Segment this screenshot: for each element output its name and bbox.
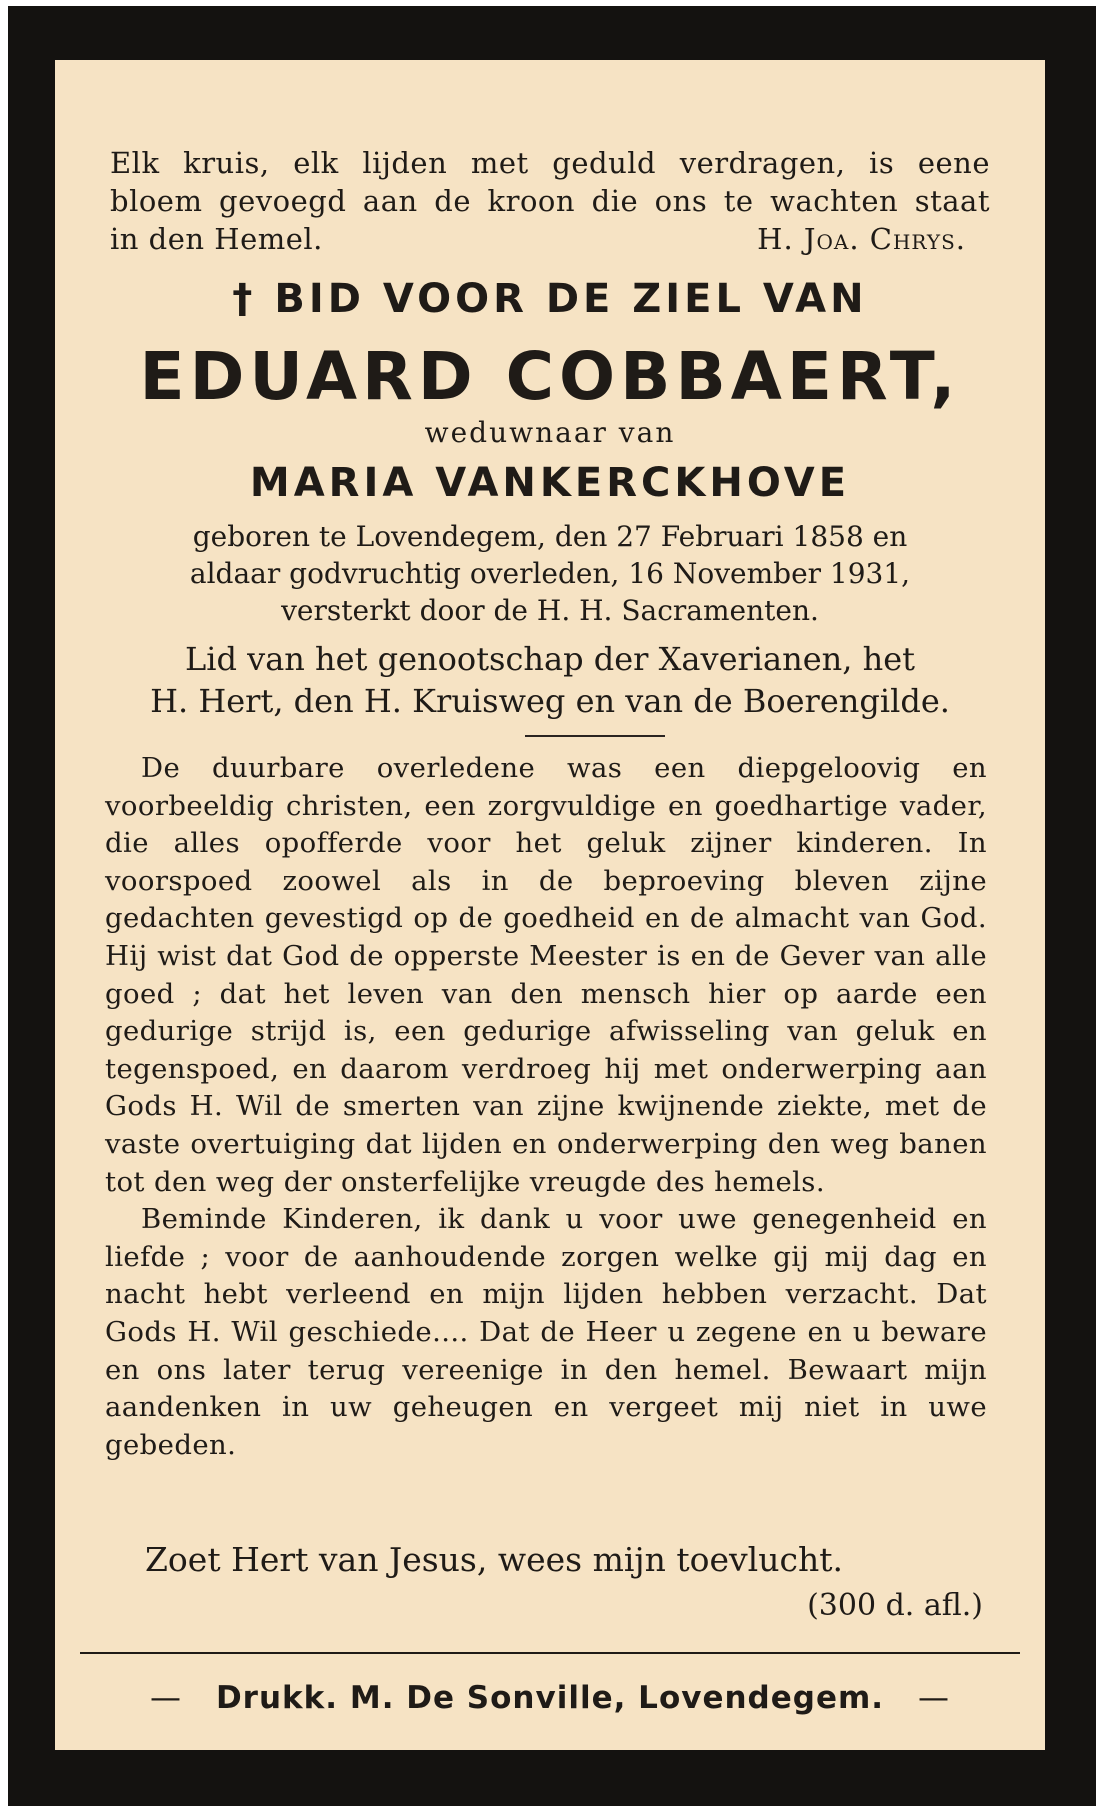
- printer-dash-left: —: [149, 1680, 182, 1716]
- bio-line-1: geboren te Lovendegem, den 27 Februari 1858 en: [192, 520, 908, 553]
- membership: [55, 638, 1045, 722]
- printer-line: [55, 1680, 1045, 1716]
- quote-line-1: Elk kruis, elk lijden met geduld verdragen, is eene: [110, 146, 990, 180]
- divider: [525, 735, 665, 737]
- quote-last-line: [110, 220, 990, 258]
- indulgence-note: (300 d. afl.): [807, 1588, 983, 1623]
- eulogy-text: [105, 750, 987, 1464]
- quote-line-2: bloem gevoegd aan de kroon die ons te wachten staat: [110, 184, 990, 218]
- printer-name: Drukk. M. De Sonville, Lovendegem.: [215, 1680, 885, 1716]
- eulogy-paragraph-1: De duurbare overledene was een diepgeloovig en voorbeeldig christen, een zorgvuldige en goedhartige vader, die alles opofferde voor het geluk zijner kinderen. In voorspoed zoowel als in de beproeving bleven zijne gedachten gevestigd op de goedheid en de almacht van God. Hij wist dat God de opperste Meester is en de Gever van alle goed ; dat het leven van den mensch hier op aarde een gedurige strijd is, een gedurige afwisseling van geluk en tegenspoed, en daarom verdroeg hij met onderwerping aan Gods H. Wil de smerten van zijne kwijnende ziekte, met de vaste overtuiging dat lijden en onderwerping den weg banen tot den weg der onsterfelijke vreugde des hemels.: [105, 752, 987, 1198]
- membership-line-2: H. Hert, den H. Kruisweg en van de Boerengilde.: [150, 682, 950, 720]
- memorial-card: [55, 60, 1045, 1750]
- prayer-heading: † BID VOOR DE ZIEL VAN: [232, 276, 868, 322]
- bio-line-3: versterkt door de H. H. Sacramenten.: [281, 594, 819, 627]
- footer-rule: [80, 1652, 1020, 1654]
- bio-line-2: aldaar godvruchtig overleden, 16 November 1931,: [189, 557, 911, 590]
- quote-line-3: in den Hemel.: [110, 222, 323, 256]
- quote-author: H. Joa. Chrys.: [757, 222, 966, 256]
- relation-text: weduwnaar van: [424, 416, 676, 449]
- spouse-name: MARIA VANKERCKHOVE: [249, 460, 851, 506]
- membership-line-1: Lid van het genootschap der Xaverianen, het: [184, 640, 916, 678]
- opening-quote: [110, 144, 990, 258]
- biography: [55, 518, 1045, 629]
- eulogy-paragraph-2: Beminde Kinderen, ik dank u voor uwe genegenheid en liefde ; voor de aanhoudende zorgen welke gij mij dag en nacht hebt verleend en mijn lijden hebben verzacht. Dat Gods H. Wil geschiede.... Dat de Heer u zegene en u beware en ons later terug vereenige in den hemel. Bewaart mijn aandenken in uw geheugen en vergeet mij niet in uwe gebeden.: [105, 1203, 987, 1461]
- printer-dash-right: —: [918, 1680, 951, 1716]
- deceased-name: EDUARD COBBAERT,: [139, 338, 961, 415]
- ejaculation-prayer: Zoet Hert van Jesus, wees mijn toevlucht.: [145, 1540, 843, 1579]
